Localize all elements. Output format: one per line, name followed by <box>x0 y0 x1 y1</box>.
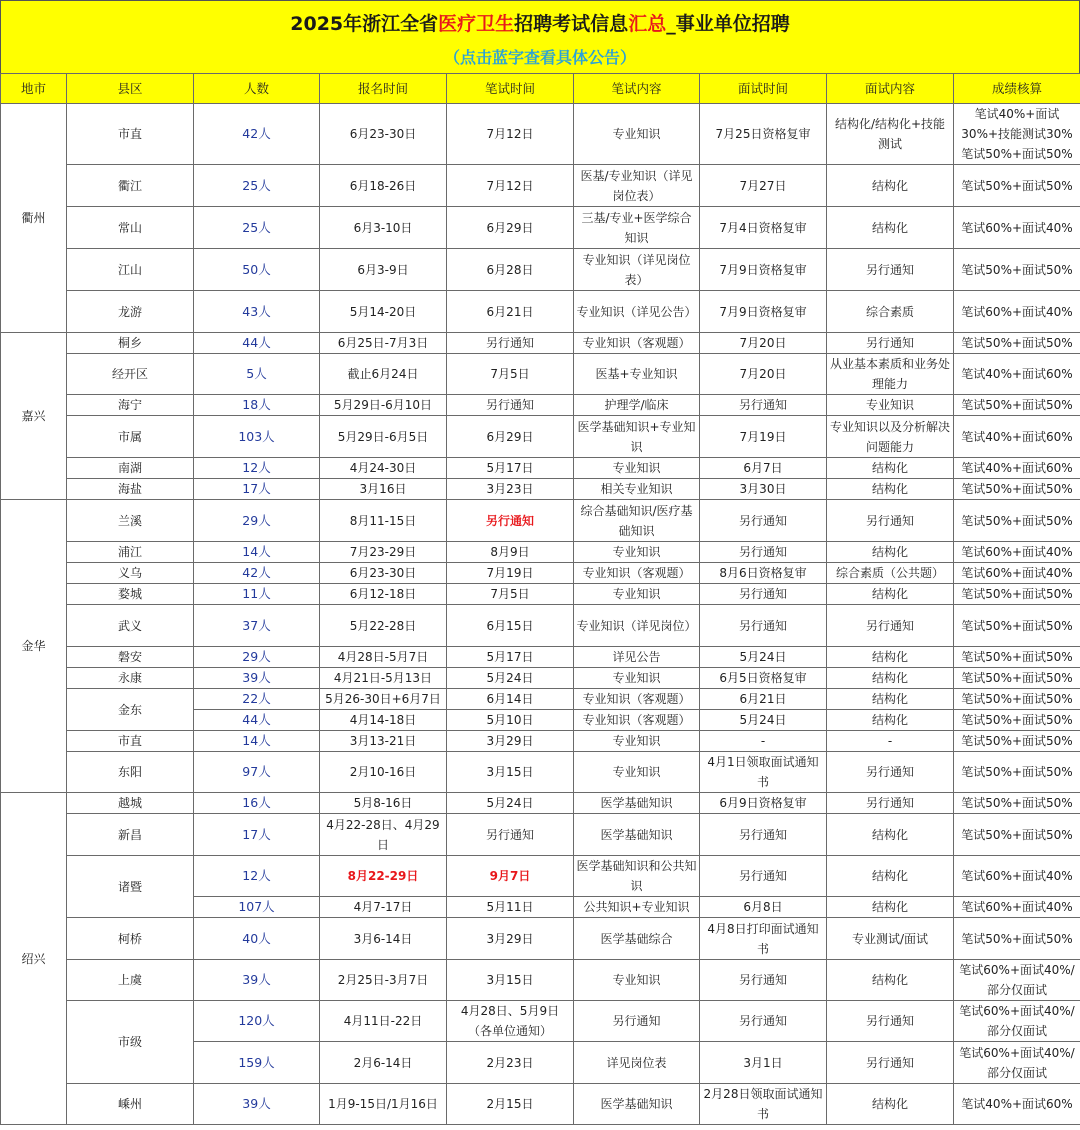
cell-interview-date: 另行通知 <box>700 542 827 563</box>
cell-interview-date: 7月19日 <box>700 416 827 458</box>
cell-district: 义乌 <box>67 563 194 584</box>
cell-registration: 5月29日-6月10日 <box>320 395 447 416</box>
cell-count[interactable]: 159人 <box>194 1042 320 1084</box>
cell-interview-date: 另行通知 <box>700 1001 827 1042</box>
table-row <box>1 104 1080 165</box>
cell-score: 笔试50%+面试50% <box>954 647 1080 668</box>
cell-score: 笔试40%+面试30%+技能测试30% 笔试50%+面试50% <box>954 104 1080 165</box>
cell-count[interactable]: 37人 <box>194 605 320 647</box>
cell-score: 笔试50%+面试50% <box>954 395 1080 416</box>
cell-exam-content: 专业知识（客观题） <box>574 710 700 731</box>
table-row <box>1 207 1080 249</box>
cell-count[interactable]: 29人 <box>194 647 320 668</box>
cell-exam-content: 专业知识（客观题） <box>574 689 700 710</box>
cell-count[interactable]: 17人 <box>194 479 320 500</box>
cell-exam-content: 医学基础知识 <box>574 1084 700 1125</box>
cell-score: 笔试50%+面试50% <box>954 731 1080 752</box>
cell-district: 东阳 <box>67 752 194 793</box>
cell-interview-date: 7月9日资格复审 <box>700 291 827 333</box>
cell-exam-content: 医学基础知识+专业知识 <box>574 416 700 458</box>
cell-district: 兰溪 <box>67 500 194 542</box>
cell-interview-content: 从业基本素质和业务处理能力 <box>827 354 954 395</box>
cell-interview-date: 5月24日 <box>700 647 827 668</box>
cell-exam-content: 专业知识 <box>574 752 700 793</box>
cell-city: 绍兴 <box>1 793 67 1125</box>
cell-interview-content: 结构化 <box>827 479 954 500</box>
cell-registration: 5月22-28日 <box>320 605 447 647</box>
cell-score: 笔试40%+面试60% <box>954 1084 1080 1125</box>
cell-exam-content: 专业知识 <box>574 458 700 479</box>
table-row <box>1 249 1080 291</box>
cell-exam-date: 7月12日 <box>447 165 574 207</box>
header-interview-date: 面试时间 <box>700 74 827 104</box>
cell-count[interactable]: 39人 <box>194 668 320 689</box>
cell-interview-date: 另行通知 <box>700 500 827 542</box>
cell-exam-date: 3月23日 <box>447 479 574 500</box>
cell-exam-content: 专业知识 <box>574 584 700 605</box>
cell-registration: 截止6月24日 <box>320 354 447 395</box>
header-exam-date: 笔试时间 <box>447 74 574 104</box>
cell-count[interactable]: 97人 <box>194 752 320 793</box>
cell-interview-date: 另行通知 <box>700 395 827 416</box>
cell-exam-date: 5月24日 <box>447 793 574 814</box>
cell-exam-date: 3月15日 <box>447 960 574 1001</box>
cell-exam-date: 3月29日 <box>447 918 574 960</box>
cell-exam-content: 医学基础知识 <box>574 793 700 814</box>
table-row <box>1 165 1080 207</box>
cell-exam-content: 另行通知 <box>574 1001 700 1042</box>
cell-count[interactable]: 17人 <box>194 814 320 856</box>
cell-score: 笔试60%+面试40% <box>954 542 1080 563</box>
cell-registration: 6月3-10日 <box>320 207 447 249</box>
header-city: 地市 <box>1 74 67 104</box>
cell-interview-content: 结构化 <box>827 710 954 731</box>
cell-count[interactable]: 50人 <box>194 249 320 291</box>
cell-district: 龙游 <box>67 291 194 333</box>
cell-district: 武义 <box>67 605 194 647</box>
cell-interview-date: 另行通知 <box>700 814 827 856</box>
cell-exam-content: 专业知识 <box>574 668 700 689</box>
cell-exam-date: 9月7日 <box>447 856 574 897</box>
cell-interview-content: 结构化 <box>827 584 954 605</box>
cell-count[interactable]: 103人 <box>194 416 320 458</box>
cell-count[interactable]: 29人 <box>194 500 320 542</box>
cell-interview-date: 另行通知 <box>700 960 827 1001</box>
cell-registration: 2月25日-3月7日 <box>320 960 447 1001</box>
cell-score: 笔试50%+面试50% <box>954 752 1080 793</box>
cell-exam-content: 专业知识（客观题） <box>574 563 700 584</box>
cell-district: 经开区 <box>67 354 194 395</box>
cell-interview-content: 另行通知 <box>827 333 954 354</box>
cell-registration: 5月8-16日 <box>320 793 447 814</box>
cell-score: 笔试50%+面试50% <box>954 814 1080 856</box>
cell-interview-date: 6月7日 <box>700 458 827 479</box>
header-district: 县区 <box>67 74 194 104</box>
cell-score: 笔试50%+面试50% <box>954 500 1080 542</box>
cell-interview-date: 2月28日领取面试通知书 <box>700 1084 827 1125</box>
cell-count[interactable]: 22人 <box>194 689 320 710</box>
cell-exam-date: 3月29日 <box>447 731 574 752</box>
cell-count[interactable]: 14人 <box>194 542 320 563</box>
cell-count[interactable]: 42人 <box>194 563 320 584</box>
table-row <box>1 647 1080 668</box>
cell-score: 笔试50%+面试50% <box>954 479 1080 500</box>
cell-score: 笔试60%+面试40% <box>954 897 1080 918</box>
cell-interview-date: 另行通知 <box>700 605 827 647</box>
cell-exam-date: 6月15日 <box>447 605 574 647</box>
cell-interview-date: 6月21日 <box>700 689 827 710</box>
cell-registration: 4月22-28日、4月29日 <box>320 814 447 856</box>
cell-score: 笔试40%+面试60% <box>954 458 1080 479</box>
cell-district: 新昌 <box>67 814 194 856</box>
cell-interview-date: 7月4日资格复审 <box>700 207 827 249</box>
cell-exam-content: 专业知识（详见岗位） <box>574 605 700 647</box>
table-row <box>1 479 1080 500</box>
table-row <box>1 395 1080 416</box>
cell-count[interactable]: 42人 <box>194 104 320 165</box>
table-row <box>1 458 1080 479</box>
cell-district: 市级 <box>67 1001 194 1084</box>
cell-score: 笔试60%+面试40%/部分仅面试 <box>954 1042 1080 1084</box>
cell-registration: 7月23-29日 <box>320 542 447 563</box>
cell-count[interactable]: 25人 <box>194 207 320 249</box>
header-registration: 报名时间 <box>320 74 447 104</box>
cell-district: 市直 <box>67 104 194 165</box>
cell-exam-date: 另行通知 <box>447 500 574 542</box>
cell-registration: 8月22-29日 <box>320 856 447 897</box>
cell-exam-content: 专业知识 <box>574 104 700 165</box>
cell-interview-date: 另行通知 <box>700 584 827 605</box>
cell-registration: 4月14-18日 <box>320 710 447 731</box>
cell-score: 笔试50%+面试50% <box>954 793 1080 814</box>
table-row <box>1 291 1080 333</box>
cell-count[interactable]: 39人 <box>194 1084 320 1125</box>
cell-registration: 6月3-9日 <box>320 249 447 291</box>
cell-exam-date: 5月17日 <box>447 647 574 668</box>
cell-registration: 5月14-20日 <box>320 291 447 333</box>
cell-interview-content: 结构化 <box>827 542 954 563</box>
cell-interview-content: 结构化 <box>827 960 954 1001</box>
cell-registration: 6月18-26日 <box>320 165 447 207</box>
cell-count[interactable]: 5人 <box>194 354 320 395</box>
cell-interview-content: 专业知识以及分析解决问题能力 <box>827 416 954 458</box>
cell-exam-content: 综合基础知识/医疗基础知识 <box>574 500 700 542</box>
cell-count[interactable]: 18人 <box>194 395 320 416</box>
cell-exam-content: 专业知识 <box>574 542 700 563</box>
cell-count[interactable]: 44人 <box>194 710 320 731</box>
cell-interview-content: 结构化 <box>827 207 954 249</box>
cell-exam-date: 2月15日 <box>447 1084 574 1125</box>
header-row <box>1 74 1080 104</box>
cell-registration: 3月6-14日 <box>320 918 447 960</box>
cell-interview-content: 专业知识 <box>827 395 954 416</box>
table-row <box>1 689 1080 710</box>
cell-score: 笔试50%+面试50% <box>954 710 1080 731</box>
cell-exam-date: 8月9日 <box>447 542 574 563</box>
cell-interview-date: 6月5日资格复审 <box>700 668 827 689</box>
cell-interview-content: 另行通知 <box>827 752 954 793</box>
cell-district: 江山 <box>67 249 194 291</box>
cell-score: 笔试60%+面试40% <box>954 207 1080 249</box>
cell-exam-content: 相关专业知识 <box>574 479 700 500</box>
cell-interview-date: 7月20日 <box>700 333 827 354</box>
header-count: 人数 <box>194 74 320 104</box>
cell-district: 海宁 <box>67 395 194 416</box>
table-row <box>1 856 1080 897</box>
cell-district: 永康 <box>67 668 194 689</box>
subtitle-link[interactable]: （点击蓝字查看具体公告） <box>443 48 636 67</box>
cell-district: 衢江 <box>67 165 194 207</box>
cell-score: 笔试60%+面试40% <box>954 856 1080 897</box>
cell-count[interactable]: 12人 <box>194 458 320 479</box>
cell-exam-content: 专业知识（详见公告） <box>574 291 700 333</box>
table-row <box>1 814 1080 856</box>
cell-exam-date: 7月19日 <box>447 563 574 584</box>
cell-interview-content: 结构化 <box>827 458 954 479</box>
cell-interview-content: 结构化 <box>827 1084 954 1125</box>
cell-exam-date: 5月17日 <box>447 458 574 479</box>
cell-registration: 4月11日-22日 <box>320 1001 447 1042</box>
cell-count[interactable]: 107人 <box>194 897 320 918</box>
cell-exam-date: 另行通知 <box>447 333 574 354</box>
cell-score: 笔试50%+面试50% <box>954 668 1080 689</box>
cell-district: 上虞 <box>67 960 194 1001</box>
cell-exam-date: 3月15日 <box>447 752 574 793</box>
cell-interview-content: 结构化/结构化+技能测试 <box>827 104 954 165</box>
cell-exam-content: 医基+专业知识 <box>574 354 700 395</box>
cell-score: 笔试50%+面试50% <box>954 605 1080 647</box>
cell-interview-content: 专业测试/面试 <box>827 918 954 960</box>
cell-score: 笔试50%+面试50% <box>954 584 1080 605</box>
table-row <box>1 500 1080 542</box>
cell-interview-content: 综合素质 <box>827 291 954 333</box>
cell-interview-content: 结构化 <box>827 856 954 897</box>
cell-district: 嵊州 <box>67 1084 194 1125</box>
cell-exam-content: 护理学/临床 <box>574 395 700 416</box>
cell-city: 衢州 <box>1 104 67 333</box>
cell-interview-content: 结构化 <box>827 647 954 668</box>
cell-interview-content: 综合素质（公共题） <box>827 563 954 584</box>
cell-registration: 4月28日-5月7日 <box>320 647 447 668</box>
cell-registration: 2月6-14日 <box>320 1042 447 1084</box>
cell-exam-date: 另行通知 <box>447 814 574 856</box>
cell-exam-content: 医学基础知识和公共知识 <box>574 856 700 897</box>
cell-count[interactable]: 11人 <box>194 584 320 605</box>
cell-district: 桐乡 <box>67 333 194 354</box>
cell-interview-date: 5月24日 <box>700 710 827 731</box>
cell-score: 笔试60%+面试40% <box>954 563 1080 584</box>
cell-interview-content: 另行通知 <box>827 1042 954 1084</box>
cell-exam-date: 4月28日、5月9日（各单位通知） <box>447 1001 574 1042</box>
cell-district: 越城 <box>67 793 194 814</box>
cell-registration: 4月24-30日 <box>320 458 447 479</box>
cell-interview-content: 结构化 <box>827 897 954 918</box>
cell-interview-date: 3月30日 <box>700 479 827 500</box>
cell-city: 金华 <box>1 500 67 793</box>
cell-district: 婺城 <box>67 584 194 605</box>
cell-score: 笔试60%+面试40%/部分仅面试 <box>954 960 1080 1001</box>
cell-registration: 6月12-18日 <box>320 584 447 605</box>
cell-exam-date: 7月5日 <box>447 584 574 605</box>
cell-interview-date: 另行通知 <box>700 856 827 897</box>
table-row <box>1 731 1080 752</box>
cell-exam-content: 三基/专业+医学综合知识 <box>574 207 700 249</box>
cell-interview-content: 结构化 <box>827 668 954 689</box>
table-row <box>1 563 1080 584</box>
cell-district: 浦江 <box>67 542 194 563</box>
cell-district: 诸暨 <box>67 856 194 918</box>
cell-exam-content: 专业知识（详见岗位表） <box>574 249 700 291</box>
cell-registration: 8月11-15日 <box>320 500 447 542</box>
cell-district: 市属 <box>67 416 194 458</box>
cell-score: 笔试50%+面试50% <box>954 249 1080 291</box>
title-banner <box>0 0 1080 74</box>
cell-count[interactable]: 14人 <box>194 731 320 752</box>
header-interview-content: 面试内容 <box>827 74 954 104</box>
cell-count[interactable]: 16人 <box>194 793 320 814</box>
cell-interview-date: 4月1日领取面试通知书 <box>700 752 827 793</box>
cell-score: 笔试50%+面试50% <box>954 918 1080 960</box>
cell-interview-date: - <box>700 731 827 752</box>
cell-exam-content: 医学基础知识 <box>574 814 700 856</box>
table-row <box>1 333 1080 354</box>
cell-interview-content: 结构化 <box>827 814 954 856</box>
table-row <box>1 752 1080 793</box>
cell-registration: 6月25日-7月3日 <box>320 333 447 354</box>
header-exam-content: 笔试内容 <box>574 74 700 104</box>
cell-score: 笔试50%+面试50% <box>954 689 1080 710</box>
cell-score: 笔试60%+面试40% <box>954 291 1080 333</box>
cell-exam-date: 7月12日 <box>447 104 574 165</box>
cell-exam-content: 医基/专业知识（详见岗位表） <box>574 165 700 207</box>
cell-exam-date: 5月10日 <box>447 710 574 731</box>
cell-district: 常山 <box>67 207 194 249</box>
cell-registration: 5月29日-6月5日 <box>320 416 447 458</box>
cell-exam-date: 6月28日 <box>447 249 574 291</box>
table-row <box>1 605 1080 647</box>
cell-exam-content: 公共知识+专业知识 <box>574 897 700 918</box>
cell-interview-date: 6月9日资格复审 <box>700 793 827 814</box>
table-row <box>1 918 1080 960</box>
cell-interview-date: 7月27日 <box>700 165 827 207</box>
cell-exam-content: 详见公告 <box>574 647 700 668</box>
cell-registration: 3月16日 <box>320 479 447 500</box>
table-row <box>1 1001 1080 1042</box>
cell-score: 笔试40%+面试60% <box>954 416 1080 458</box>
cell-exam-date: 6月21日 <box>447 291 574 333</box>
cell-interview-content: 另行通知 <box>827 249 954 291</box>
header-score: 成绩核算 <box>954 74 1080 104</box>
cell-registration: 6月23-30日 <box>320 563 447 584</box>
cell-interview-content: 另行通知 <box>827 1001 954 1042</box>
cell-interview-content: 结构化 <box>827 689 954 710</box>
cell-count[interactable]: 25人 <box>194 165 320 207</box>
cell-exam-content: 专业知识 <box>574 960 700 1001</box>
cell-exam-date: 2月23日 <box>447 1042 574 1084</box>
cell-district: 市直 <box>67 731 194 752</box>
cell-interview-date: 6月8日 <box>700 897 827 918</box>
page-title: 2025年浙江全省医疗卫生招聘考试信息汇总_事业单位招聘 <box>290 13 790 35</box>
cell-exam-date: 5月24日 <box>447 668 574 689</box>
cell-interview-content: 另行通知 <box>827 605 954 647</box>
cell-registration: 5月26-30日+6月7日 <box>320 689 447 710</box>
cell-interview-content: 结构化 <box>827 165 954 207</box>
cell-district: 柯桥 <box>67 918 194 960</box>
table-row <box>1 542 1080 563</box>
cell-interview-content: 另行通知 <box>827 793 954 814</box>
table-row <box>1 960 1080 1001</box>
cell-district: 海盐 <box>67 479 194 500</box>
table-row <box>1 668 1080 689</box>
cell-score: 笔试40%+面试60% <box>954 354 1080 395</box>
cell-exam-content: 详见岗位表 <box>574 1042 700 1084</box>
cell-count[interactable]: 39人 <box>194 960 320 1001</box>
cell-count[interactable]: 44人 <box>194 333 320 354</box>
table-row <box>1 584 1080 605</box>
cell-exam-date: 另行通知 <box>447 395 574 416</box>
cell-exam-date: 6月29日 <box>447 416 574 458</box>
cell-score: 笔试50%+面试50% <box>954 165 1080 207</box>
cell-exam-content: 专业知识 <box>574 731 700 752</box>
table-row <box>1 354 1080 395</box>
cell-exam-content: 专业知识（客观题） <box>574 333 700 354</box>
cell-count[interactable]: 12人 <box>194 856 320 897</box>
cell-registration: 2月10-16日 <box>320 752 447 793</box>
cell-exam-date: 6月14日 <box>447 689 574 710</box>
cell-count[interactable]: 43人 <box>194 291 320 333</box>
cell-score: 笔试60%+面试40%/部分仅面试 <box>954 1001 1080 1042</box>
cell-score: 笔试50%+面试50% <box>954 333 1080 354</box>
cell-exam-date: 5月11日 <box>447 897 574 918</box>
cell-district: 南湖 <box>67 458 194 479</box>
cell-count[interactable]: 120人 <box>194 1001 320 1042</box>
cell-interview-content: 另行通知 <box>827 500 954 542</box>
cell-exam-content: 医学基础综合 <box>574 918 700 960</box>
cell-registration: 4月21日-5月13日 <box>320 668 447 689</box>
cell-interview-date: 4月8日打印面试通知书 <box>700 918 827 960</box>
cell-interview-date: 7月20日 <box>700 354 827 395</box>
cell-registration: 6月23-30日 <box>320 104 447 165</box>
cell-interview-date: 3月1日 <box>700 1042 827 1084</box>
cell-exam-date: 7月5日 <box>447 354 574 395</box>
cell-city: 嘉兴 <box>1 333 67 500</box>
cell-district: 金东 <box>67 689 194 731</box>
cell-count[interactable]: 40人 <box>194 918 320 960</box>
cell-district: 磐安 <box>67 647 194 668</box>
table-row <box>1 793 1080 814</box>
cell-interview-date: 7月25日资格复审 <box>700 104 827 165</box>
table-row <box>1 1084 1080 1125</box>
table-row <box>1 416 1080 458</box>
cell-interview-date: 7月9日资格复审 <box>700 249 827 291</box>
cell-registration: 4月7-17日 <box>320 897 447 918</box>
cell-exam-date: 6月29日 <box>447 207 574 249</box>
cell-interview-date: 8月6日资格复审 <box>700 563 827 584</box>
recruitment-table <box>0 73 1080 1125</box>
cell-interview-content: - <box>827 731 954 752</box>
cell-registration: 1月9-15日/1月16日 <box>320 1084 447 1125</box>
cell-registration: 3月13-21日 <box>320 731 447 752</box>
